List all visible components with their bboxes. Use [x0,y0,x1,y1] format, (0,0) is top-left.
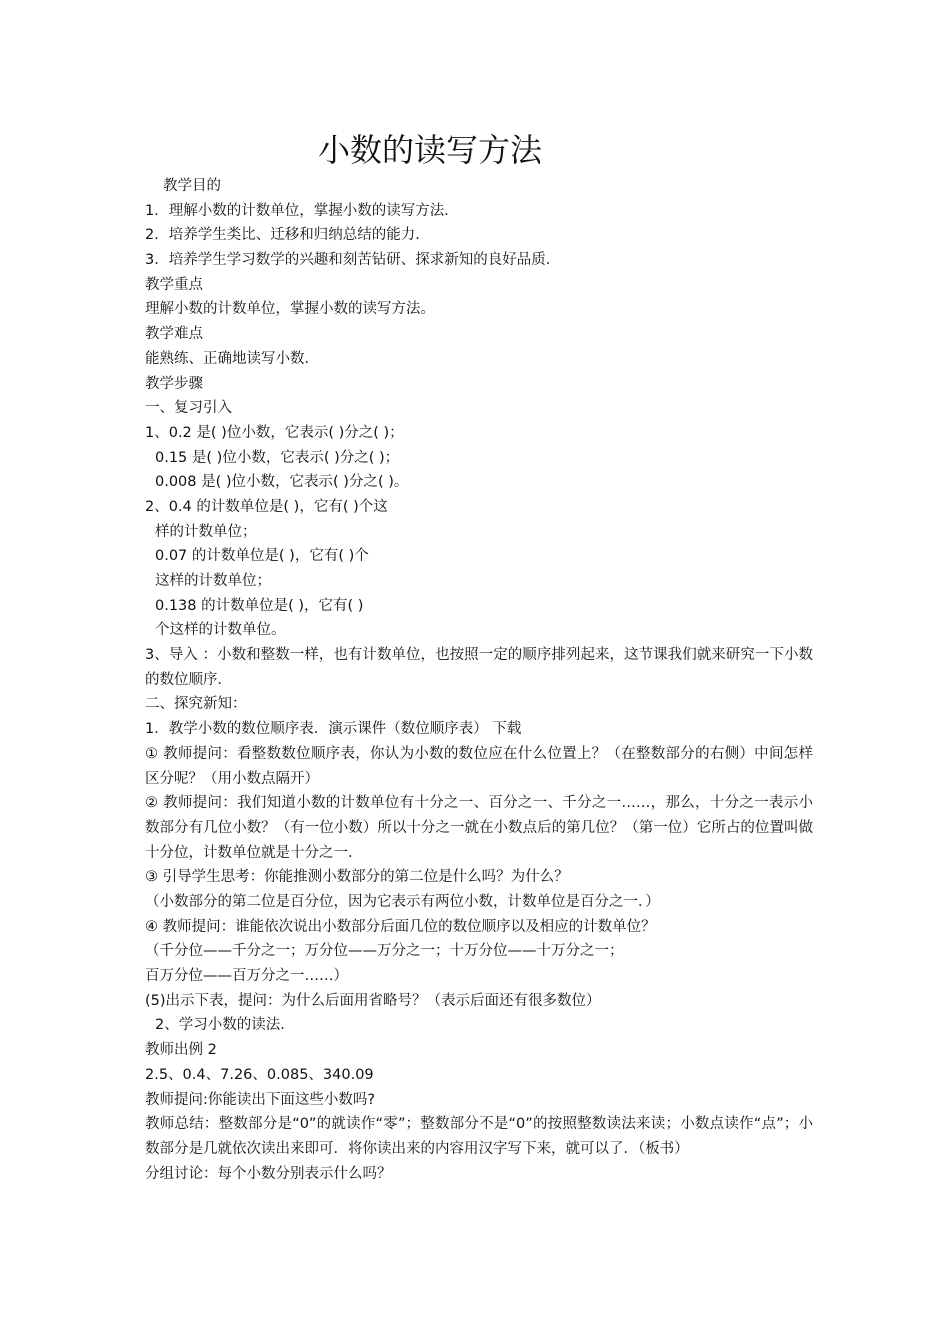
explore-question-5: (5)出示下表，提问：为什么后面用省略号？（表示后面还有很多数位） [145,992,601,1009]
review-q1-line-3: 0.008 是( )位小数，它表示( )分之( )。 [155,474,409,491]
review-q2-line-2: 样的计数单位； [155,523,257,540]
review-q2-line-4: 这样的计数单位； [155,573,271,589]
teacher-summary: 教师总结：整数部分是“0”的就读作“零”；整数部分不是“0”的按照整数读法来读；小数点读作“点”；小数部分是几就依次读出来即可．将你读出来的内容用汉字写下来，就可以了．（板书） [145,1116,813,1157]
explore-item-1: 1．教学小数的数位顺序表．演示课件（数位顺序表） 下载 [145,721,522,738]
teacher-example-label: 教师出例 2 [145,1042,217,1059]
document-body [145,174,813,1186]
section-heading-steps: 教学步骤 [145,375,203,392]
key-point-text: 理解小数的计数单位，掌握小数的读写方法。 [145,301,435,318]
objective-1: 1．理解小数的计数单位，掌握小数的读写方法． [145,202,459,219]
explore-question-1: ① 教师提问：看整数数位顺序表，你认为小数的数位应在什么位置上？（在整数部分的右侧）中间怎样区分呢？（用小数点隔开） [145,745,813,787]
review-q2-line-1: 2、0.4 的计数单位是( )，它有( )个这 [145,498,388,515]
explore-item-2: 2、学习小数的读法． [155,1017,295,1034]
explore-answer-4-line-2: 百万分位——百万分之一……） [145,968,348,985]
section-heading-objectives: 教学目的 [163,178,221,194]
document-title: 小数的读写方法 [317,131,542,169]
explore-question-4: ④ 教师提问：谁能依次说出小数部分后面几位的数位顺序以及相应的计数单位？ [145,918,656,935]
example-numbers: 2.5、0.4、7.26、0.085、340.09 [145,1066,374,1083]
review-q1-line-1: 1、0.2 是( )位小数，它表示( )分之( )； [145,424,404,441]
step-review-heading: 一、复习引入 [145,400,232,417]
step-explore-heading: 二、探究新知： [145,696,247,713]
review-q2-line-6: 个这样的计数单位。 [155,622,286,639]
explore-answer-3: （小数部分的第二位是百分位，因为它表示有两位小数，计数单位是百分之一．） [145,894,660,911]
review-q2-line-3: 0.07 的计数单位是( )，它有( )个 [155,548,369,565]
section-heading-difficulties: 教学难点 [145,326,203,343]
teacher-question: 教师提问:你能读出下面这些小数吗? [145,1091,376,1108]
explore-answer-4-line-1: （千分位——千分之一；万分位——万分之一；十万分位——十万分之一； [145,943,624,960]
objective-2: 2．培养学生类比、迁移和归纳总结的能力． [145,227,430,244]
difficulty-text: 能熟练、正确地读写小数． [145,350,319,367]
group-discussion: 分组讨论：每个小数分别表示什么吗？ [145,1165,392,1182]
section-heading-key-points: 教学重点 [145,276,203,293]
introduction-paragraph: 3、导入 ：小数和整数一样，也有计数单位，也按照一定的顺序排列起来，这节课我们就来研究一下小数的数位顺序． [145,647,813,688]
objective-3: 3．培养学生学习数学的兴趣和刻苦钻研、探求新知的良好品质． [145,252,561,269]
explore-question-2: ② 教师提问：我们知道小数的计数单位有十分之一、百分之一、千分之一……，那么，十分之一表示小数部分有几位小数？（有一位小数）所以十分之一就在小数点后的第几位？（第一位）它所占的位置叫做十分位，计数单位就是十分之一． [145,795,813,861]
explore-question-3: ③ 引导学生思考：你能推测小数部分的第二位是什么吗？为什么？ [145,869,569,886]
review-q1-line-2: 0.15 是( )位小数，它表示( )分之( )； [155,449,400,466]
review-q2-line-5: 0.138 的计数单位是( )，它有( ) [155,597,364,614]
